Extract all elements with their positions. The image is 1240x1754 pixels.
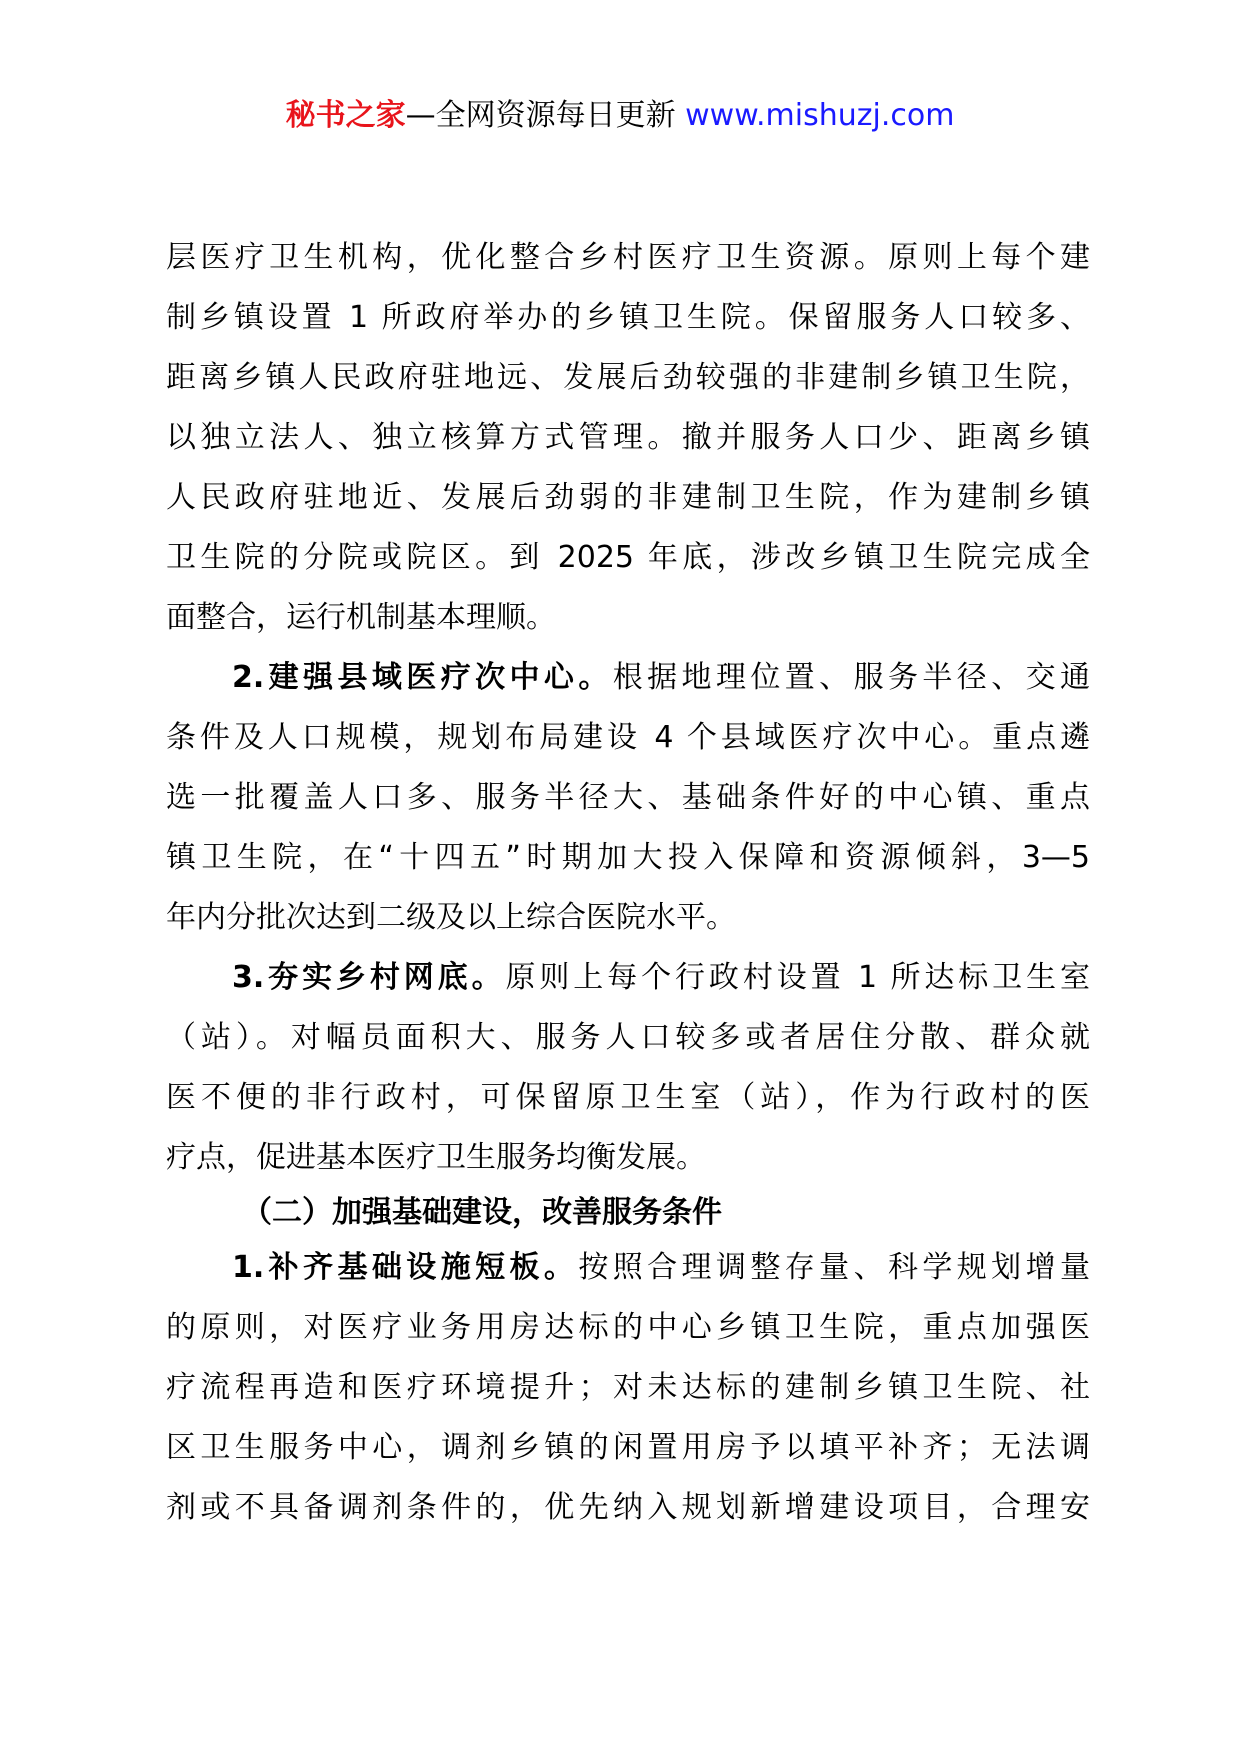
paragraph-line: 距离乡镇人民政府驻地远、发展后劲较强的非建制乡镇卫生院， [166, 360, 1090, 395]
item-text: 按照合理调整存量、科学规划增量 [578, 1250, 1090, 1285]
paragraph-line: 面整合，运行机制基本理顺。 [166, 600, 556, 635]
item-text: 原则上每个行政村设置 1 所达标卫生室 [505, 960, 1090, 995]
paragraph-line: 以独立法人、独立核算方式管理。撤并服务人口少、距离乡镇 [166, 420, 1090, 455]
paragraph-line: 疗流程再造和医疗环境提升；对未达标的建制乡镇卫生院、社 [166, 1370, 1090, 1405]
paragraph-line: 区卫生服务中心，调剂乡镇的闲置用房予以填平补齐；无法调 [166, 1430, 1090, 1465]
header-tagline: —全网资源每日更新 [405, 98, 676, 133]
section-heading: （二）加强基础建设，改善服务条件 [242, 1195, 722, 1230]
site-header [0, 96, 1240, 136]
paragraph-line: 条件及人口规模，规划布局建设 4 个县域医疗次中心。重点遴 [166, 720, 1090, 755]
brand-name: 秘书之家 [285, 98, 406, 133]
paragraph-line: 人民政府驻地近、发展后劲弱的非建制卫生院，作为建制乡镇 [166, 480, 1090, 515]
document-body [166, 228, 1090, 1538]
paragraph-line: 卫生院的分院或院区。到 2025 年底，涉改乡镇卫生院完成全 [166, 540, 1090, 575]
site-url-link[interactable]: www.mishuzj.com [685, 98, 955, 133]
paragraph-line: 层医疗卫生机构，优化整合乡村医疗卫生资源。原则上每个建 [166, 240, 1090, 275]
paragraph-line: 年内分批次达到二级及以上综合医院水平。 [166, 900, 736, 935]
item-heading: 1.补齐基础设施短板。 [232, 1250, 579, 1285]
paragraph-first-line [166, 1238, 1090, 1298]
paragraph-line: 疗点，促进基本医疗卫生服务均衡发展。 [166, 1140, 706, 1175]
paragraph-line: 制乡镇设置 1 所政府举办的乡镇卫生院。保留服务人口较多、 [166, 300, 1090, 335]
item-text: 根据地理位置、服务半径、交通 [612, 660, 1090, 695]
item-heading: 2.建强县域医疗次中心。 [232, 660, 613, 695]
item-heading: 3.夯实乡村网底。 [232, 960, 506, 995]
paragraph-line: 医不便的非行政村，可保留原卫生室（站），作为行政村的医 [166, 1080, 1090, 1115]
paragraph-line: 剂或不具备调剂条件的，优先纳入规划新增建设项目，合理安 [166, 1490, 1090, 1525]
paragraph-line: 选一批覆盖人口多、服务半径大、基础条件好的中心镇、重点 [166, 780, 1090, 815]
paragraph-line: （站）。对幅员面积大、服务人口较多或者居住分散、群众就 [166, 1020, 1090, 1055]
paragraph-first-line [166, 648, 1090, 708]
paragraph-first-line [166, 948, 1090, 1008]
paragraph-line: 的原则，对医疗业务用房达标的中心乡镇卫生院，重点加强医 [166, 1310, 1090, 1345]
paragraph-line: 镇卫生院，在“十四五”时期加大投入保障和资源倾斜，3—5 [166, 840, 1090, 875]
